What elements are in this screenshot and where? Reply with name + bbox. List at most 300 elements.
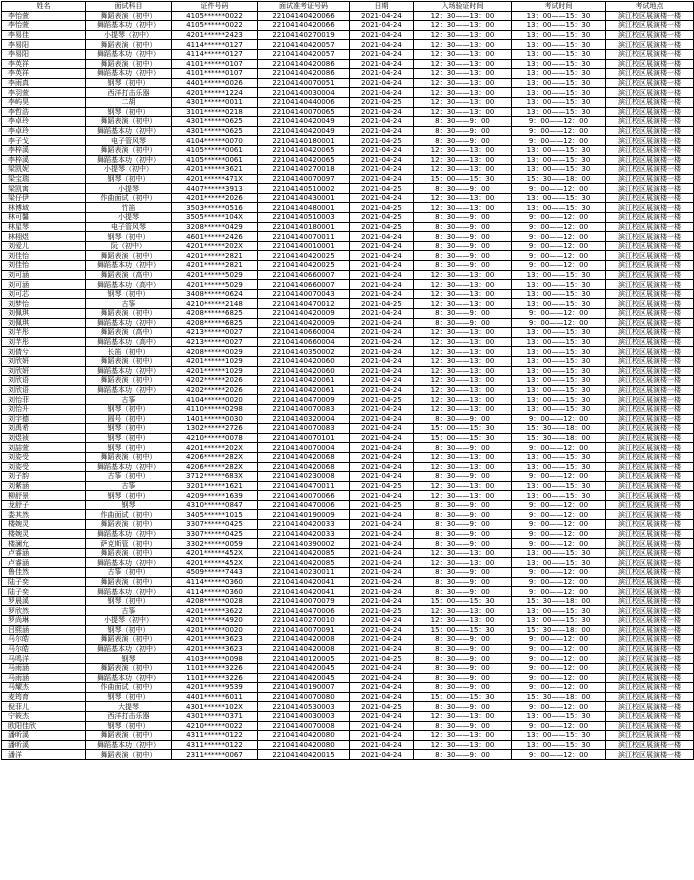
cell-subject: 舞蹈基本功（高中） bbox=[86, 337, 172, 347]
cell-id-number: 4201******1029 bbox=[172, 356, 258, 366]
cell-ticket-number: 22104140420080 bbox=[258, 740, 350, 750]
cell-subject: 电子管风琴 bbox=[86, 136, 172, 146]
cell-date: 2021-04-24 bbox=[350, 472, 414, 482]
cell-name: 罗欣然 bbox=[2, 606, 86, 616]
cell-subject: 大提琴 bbox=[86, 702, 172, 712]
cell-id-number: 4201******2423 bbox=[172, 30, 258, 40]
cell-exam-time: 9：00——12：00 bbox=[512, 472, 606, 482]
cell-checkin-time: 15：00——15：30 bbox=[414, 424, 512, 434]
cell-subject: 舞蹈表演（初中） bbox=[86, 40, 172, 50]
table-row bbox=[2, 548, 694, 558]
cell-date: 2021-04-24 bbox=[350, 404, 414, 414]
cell-name: 刘子韵 bbox=[2, 472, 86, 482]
cell-location: 滨江校区展演楼一楼 bbox=[606, 126, 694, 136]
cell-id-number: 4310******0847 bbox=[172, 500, 258, 510]
cell-exam-time: 9：00——12：00 bbox=[512, 539, 606, 549]
cell-ticket-number: 22104140420085 bbox=[258, 558, 350, 568]
cell-checkin-time: 12：30——13：00 bbox=[414, 11, 512, 21]
table-row bbox=[2, 213, 694, 223]
cell-ticket-number: 22104140420061 bbox=[258, 376, 350, 386]
cell-name: 李梓溪 bbox=[2, 155, 86, 165]
cell-name: 刘欣语 bbox=[2, 376, 86, 386]
header-name: 姓名 bbox=[2, 2, 86, 12]
cell-date: 2021-04-25 bbox=[350, 395, 414, 405]
cell-id-number: 3307******0425 bbox=[172, 520, 258, 530]
header-ticket-number: 面试准考证号码 bbox=[258, 2, 350, 12]
cell-date: 2021-04-24 bbox=[350, 625, 414, 635]
cell-id-number: 4311******0122 bbox=[172, 731, 258, 741]
cell-exam-time: 13：00——15：30 bbox=[512, 347, 606, 357]
cell-exam-time: 9：00——12：00 bbox=[512, 654, 606, 664]
exam-schedule-table bbox=[1, 1, 694, 760]
table-row bbox=[2, 654, 694, 664]
cell-subject: 舞蹈基本功（初中） bbox=[86, 318, 172, 328]
cell-checkin-time: 8：30——9：00 bbox=[414, 510, 512, 520]
cell-ticket-number: 22104140420025 bbox=[258, 251, 350, 261]
table-row bbox=[2, 337, 694, 347]
table-row bbox=[2, 126, 694, 136]
cell-exam-time: 13：00——15：30 bbox=[512, 69, 606, 79]
cell-date: 2021-04-24 bbox=[350, 69, 414, 79]
table-row bbox=[2, 443, 694, 453]
cell-checkin-time: 12：30——13：00 bbox=[414, 606, 512, 616]
cell-subject: 古筝 bbox=[86, 481, 172, 491]
cell-exam-time: 9：00——12：00 bbox=[512, 126, 606, 136]
cell-checkin-time: 12：30——13：00 bbox=[414, 558, 512, 568]
cell-date: 2021-04-24 bbox=[350, 587, 414, 597]
cell-exam-time: 9：00——12：00 bbox=[512, 318, 606, 328]
cell-name: 潘洋 bbox=[2, 750, 86, 760]
cell-date: 2021-04-24 bbox=[350, 616, 414, 626]
cell-location: 滨江校区展演楼一楼 bbox=[606, 289, 694, 299]
cell-date: 2021-04-24 bbox=[350, 309, 414, 319]
cell-date: 2021-04-24 bbox=[350, 711, 414, 721]
cell-checkin-time: 12：30——13：00 bbox=[414, 203, 512, 213]
cell-ticket-number: 22104140070091 bbox=[258, 625, 350, 635]
cell-location: 滨江校区展演楼一楼 bbox=[606, 462, 694, 472]
cell-subject: 钢琴（初中） bbox=[86, 174, 172, 184]
cell-name: 马鸣洋 bbox=[2, 654, 86, 664]
cell-exam-time: 13：00——15：30 bbox=[512, 280, 606, 290]
header-id-number: 证件号码 bbox=[172, 2, 258, 12]
table-row bbox=[2, 49, 694, 59]
cell-id-number: 1101******3226 bbox=[172, 663, 258, 673]
cell-name: 楼澜允 bbox=[2, 539, 86, 549]
cell-ticket-number: 22104140190007 bbox=[258, 683, 350, 693]
table-row bbox=[2, 232, 694, 242]
table-row bbox=[2, 568, 694, 578]
cell-date: 2021-04-24 bbox=[350, 683, 414, 693]
cell-ticket-number: 22104140070079 bbox=[258, 596, 350, 606]
cell-location: 滨江校区展演楼一楼 bbox=[606, 270, 694, 280]
cell-exam-time: 13：00——15：30 bbox=[512, 78, 606, 88]
cell-id-number: 4201******5029 bbox=[172, 270, 258, 280]
cell-location: 滨江校区展演楼一楼 bbox=[606, 596, 694, 606]
cell-exam-time: 13：00——15：30 bbox=[512, 711, 606, 721]
cell-exam-time: 13：00——15：30 bbox=[512, 289, 606, 299]
cell-exam-time: 13：00——15：30 bbox=[512, 558, 606, 568]
table-row bbox=[2, 222, 694, 232]
cell-checkin-time: 12：30——13：00 bbox=[414, 88, 512, 98]
table-row bbox=[2, 318, 694, 328]
cell-ticket-number: 22104140230008 bbox=[258, 472, 350, 482]
header-location: 考试地点 bbox=[606, 2, 694, 12]
cell-name: 李卓玲 bbox=[2, 117, 86, 127]
cell-checkin-time: 12：30——13：00 bbox=[414, 145, 512, 155]
cell-location: 滨江校区展演楼一楼 bbox=[606, 424, 694, 434]
cell-subject: 舞蹈表演（高中） bbox=[86, 328, 172, 338]
cell-subject: 钢琴（初中） bbox=[86, 491, 172, 501]
cell-exam-time: 13：00——15：30 bbox=[512, 107, 606, 117]
cell-id-number: 4201******3622 bbox=[172, 606, 258, 616]
cell-id-number: 4202******2026 bbox=[172, 385, 258, 395]
cell-ticket-number: 22104140420066 bbox=[258, 21, 350, 31]
cell-date: 2021-04-24 bbox=[350, 88, 414, 98]
cell-id-number: 4201******2821 bbox=[172, 251, 258, 261]
cell-exam-time: 13：00——15：30 bbox=[512, 616, 606, 626]
cell-id-number: 2311******0067 bbox=[172, 750, 258, 760]
cell-subject: 钢琴（初中） bbox=[86, 232, 172, 242]
table-row bbox=[2, 241, 694, 251]
cell-name: 林博域 bbox=[2, 203, 86, 213]
cell-subject: 舞蹈基本功（初中） bbox=[86, 126, 172, 136]
cell-id-number: 3302******0059 bbox=[172, 539, 258, 549]
cell-id-number: 4210******2148 bbox=[172, 299, 258, 309]
table-row bbox=[2, 395, 694, 405]
cell-subject: 钢琴（初中） bbox=[86, 289, 172, 299]
cell-ticket-number: 22104140530003 bbox=[258, 702, 350, 712]
cell-exam-time: 9：00——12：00 bbox=[512, 587, 606, 597]
cell-ticket-number: 22104140350002 bbox=[258, 347, 350, 357]
table-row bbox=[2, 702, 694, 712]
cell-checkin-time: 12：30——13：00 bbox=[414, 462, 512, 472]
table-row bbox=[2, 193, 694, 203]
cell-location: 滨江校区展演楼一楼 bbox=[606, 241, 694, 251]
cell-id-number: 4401******0026 bbox=[172, 78, 258, 88]
cell-name: 麦筠育 bbox=[2, 692, 86, 702]
table-row bbox=[2, 721, 694, 731]
cell-ticket-number: 22104140660007 bbox=[258, 280, 350, 290]
cell-id-number: 4206******282X bbox=[172, 452, 258, 462]
cell-checkin-time: 8：30——9：00 bbox=[414, 414, 512, 424]
cell-name: 李梓溪 bbox=[2, 145, 86, 155]
cell-id-number: 4208******6825 bbox=[172, 318, 258, 328]
cell-exam-time: 9：00——12：00 bbox=[512, 232, 606, 242]
cell-location: 滨江校区展演楼一楼 bbox=[606, 568, 694, 578]
cell-checkin-time: 12：30——13：00 bbox=[414, 299, 512, 309]
cell-checkin-time: 12：30——13：00 bbox=[414, 711, 512, 721]
cell-ticket-number: 22104140420068 bbox=[258, 452, 350, 462]
cell-name: 刘爱儿 bbox=[2, 241, 86, 251]
cell-name: 刘怡菲 bbox=[2, 395, 86, 405]
table-row bbox=[2, 184, 694, 194]
cell-id-number: 3505******104X bbox=[172, 213, 258, 223]
cell-name: 马耀杰 bbox=[2, 683, 86, 693]
cell-checkin-time: 8：30——9：00 bbox=[414, 126, 512, 136]
cell-date: 2021-04-24 bbox=[350, 692, 414, 702]
cell-date: 2021-04-24 bbox=[350, 251, 414, 261]
cell-exam-time: 9：00——12：00 bbox=[512, 683, 606, 693]
cell-id-number: 4110******0298 bbox=[172, 404, 258, 414]
cell-ticket-number: 22104140420009 bbox=[258, 309, 350, 319]
cell-ticket-number: 22104140470006 bbox=[258, 500, 350, 510]
cell-checkin-time: 8：30——9：00 bbox=[414, 529, 512, 539]
cell-name: 刘倩兮 bbox=[2, 347, 86, 357]
table-row bbox=[2, 539, 694, 549]
cell-ticket-number: 22104140420049 bbox=[258, 117, 350, 127]
cell-date: 2021-04-24 bbox=[350, 347, 414, 357]
cell-ticket-number: 22104140070011 bbox=[258, 232, 350, 242]
cell-location: 滨江校区展演楼一楼 bbox=[606, 577, 694, 587]
table-row bbox=[2, 558, 694, 568]
cell-checkin-time: 12：30——13：00 bbox=[414, 491, 512, 501]
table-row bbox=[2, 510, 694, 520]
cell-id-number: 4210******0078 bbox=[172, 433, 258, 443]
cell-date: 2021-04-24 bbox=[350, 568, 414, 578]
cell-date: 2021-04-24 bbox=[350, 721, 414, 731]
cell-subject: 古筝 bbox=[86, 395, 172, 405]
cell-ticket-number: 22104140420086 bbox=[258, 59, 350, 69]
cell-id-number: 4101******0107 bbox=[172, 59, 258, 69]
cell-ticket-number: 22104140420080 bbox=[258, 731, 350, 741]
cell-location: 滨江校区展演楼一楼 bbox=[606, 740, 694, 750]
cell-ticket-number: 22104140320004 bbox=[258, 414, 350, 424]
cell-location: 滨江校区展演楼一楼 bbox=[606, 328, 694, 338]
cell-subject: 舞蹈基本功（初中） bbox=[86, 673, 172, 683]
cell-ticket-number: 22104140070004 bbox=[258, 443, 350, 453]
cell-location: 滨江校区展演楼一楼 bbox=[606, 491, 694, 501]
cell-name: 刘怡升 bbox=[2, 404, 86, 414]
cell-location: 滨江校区展演楼一楼 bbox=[606, 222, 694, 232]
cell-checkin-time: 12：30——13：00 bbox=[414, 107, 512, 117]
cell-checkin-time: 8：30——9：00 bbox=[414, 654, 512, 664]
cell-ticket-number: 22104140230011 bbox=[258, 568, 350, 578]
cell-date: 2021-04-24 bbox=[350, 145, 414, 155]
cell-checkin-time: 12：30——13：00 bbox=[414, 280, 512, 290]
cell-exam-time: 9：00——12：00 bbox=[512, 520, 606, 530]
cell-exam-time: 13：00——15：30 bbox=[512, 481, 606, 491]
cell-checkin-time: 8：30——9：00 bbox=[414, 673, 512, 683]
cell-ticket-number: 22104140420066 bbox=[258, 11, 350, 21]
cell-id-number: 4201******1224 bbox=[172, 88, 258, 98]
cell-exam-time: 13：00——15：30 bbox=[512, 385, 606, 395]
cell-exam-time: 13：00——15：30 bbox=[512, 404, 606, 414]
table-row bbox=[2, 136, 694, 146]
cell-date: 2021-04-24 bbox=[350, 165, 414, 175]
cell-exam-time: 13：00——15：30 bbox=[512, 88, 606, 98]
cell-location: 滨江校区展演楼一楼 bbox=[606, 366, 694, 376]
cell-date: 2021-04-24 bbox=[350, 635, 414, 645]
cell-id-number: 4206******282X bbox=[172, 462, 258, 472]
cell-checkin-time: 12：30——13：00 bbox=[414, 328, 512, 338]
cell-name: 马雨涵 bbox=[2, 673, 86, 683]
cell-location: 滨江校区展演楼一楼 bbox=[606, 251, 694, 261]
cell-subject: 二胡 bbox=[86, 97, 172, 107]
cell-name: 李子戈 bbox=[2, 136, 86, 146]
cell-id-number: 4201******4920 bbox=[172, 616, 258, 626]
cell-date: 2021-04-24 bbox=[350, 731, 414, 741]
cell-checkin-time: 12：30——13：00 bbox=[414, 452, 512, 462]
cell-location: 滨江校区展演楼一楼 bbox=[606, 673, 694, 683]
cell-location: 滨江校区展演楼一楼 bbox=[606, 721, 694, 731]
cell-date: 2021-04-24 bbox=[350, 433, 414, 443]
cell-id-number: 4114******0127 bbox=[172, 40, 258, 50]
cell-exam-time: 9：00——12：00 bbox=[512, 213, 606, 223]
cell-subject: 古筝（初中） bbox=[86, 568, 172, 578]
cell-ticket-number: 22104140470009 bbox=[258, 395, 350, 405]
cell-id-number: 4301******0625 bbox=[172, 117, 258, 127]
cell-checkin-time: 8：30——9：00 bbox=[414, 251, 512, 261]
cell-checkin-time: 8：30——9：00 bbox=[414, 117, 512, 127]
table-row bbox=[2, 740, 694, 750]
cell-ticket-number: 22104140180001 bbox=[258, 136, 350, 146]
table-row bbox=[2, 596, 694, 606]
cell-exam-time: 9：00——12：00 bbox=[512, 750, 606, 760]
cell-exam-time: 9：00——12：00 bbox=[512, 443, 606, 453]
cell-location: 滨江校区展演楼一楼 bbox=[606, 136, 694, 146]
cell-subject: 舞蹈基本功（初中） bbox=[86, 69, 172, 79]
cell-name: 倪菲儿 bbox=[2, 702, 86, 712]
cell-location: 滨江校区展演楼一楼 bbox=[606, 558, 694, 568]
cell-subject: 舞蹈基本功（初中） bbox=[86, 366, 172, 376]
cell-subject: 舞蹈基本功（初中） bbox=[86, 49, 172, 59]
cell-ticket-number: 22104140420057 bbox=[258, 40, 350, 50]
cell-subject: 舞蹈基本功（初中） bbox=[86, 155, 172, 165]
cell-location: 滨江校区展演楼一楼 bbox=[606, 174, 694, 184]
cell-name: 刘芊彤 bbox=[2, 337, 86, 347]
table-row bbox=[2, 203, 694, 213]
cell-subject: 钢琴（初中） bbox=[86, 721, 172, 731]
cell-checkin-time: 12：30——13：00 bbox=[414, 59, 512, 69]
cell-subject: 钢琴（初中） bbox=[86, 433, 172, 443]
cell-subject: 舞蹈表演（初中） bbox=[86, 663, 172, 673]
cell-exam-time: 13：00——15：30 bbox=[512, 740, 606, 750]
cell-name: 梁凯妮 bbox=[2, 165, 86, 175]
cell-id-number: 3208******0429 bbox=[172, 222, 258, 232]
cell-subject: 钢琴（初中） bbox=[86, 692, 172, 702]
cell-name: 吕熙涵 bbox=[2, 625, 86, 635]
cell-subject: 舞蹈基本功（初中） bbox=[86, 529, 172, 539]
cell-location: 滨江校区展演楼一楼 bbox=[606, 395, 694, 405]
cell-subject: 舞蹈表演（初中） bbox=[86, 520, 172, 530]
cell-exam-time: 9：00——12：00 bbox=[512, 663, 606, 673]
cell-checkin-time: 8：30——9：00 bbox=[414, 472, 512, 482]
cell-name: 刘欣妍 bbox=[2, 366, 86, 376]
cell-id-number: 4103******0098 bbox=[172, 654, 258, 664]
cell-ticket-number: 22104140120005 bbox=[258, 654, 350, 664]
cell-name: 娄其然 bbox=[2, 510, 86, 520]
cell-checkin-time: 12：30——13：00 bbox=[414, 548, 512, 558]
cell-subject: 小提琴（初中） bbox=[86, 165, 172, 175]
cell-subject: 舞蹈基本功（初中） bbox=[86, 558, 172, 568]
cell-subject: 舞蹈表演（高中） bbox=[86, 270, 172, 280]
cell-exam-time: 13：00——15：30 bbox=[512, 40, 606, 50]
cell-location: 滨江校区展演楼一楼 bbox=[606, 78, 694, 88]
cell-exam-time: 13：00——15：30 bbox=[512, 462, 606, 472]
cell-ticket-number: 22104140470011 bbox=[258, 481, 350, 491]
cell-location: 滨江校区展演楼一楼 bbox=[606, 663, 694, 673]
cell-ticket-number: 22104140420041 bbox=[258, 587, 350, 597]
cell-ticket-number: 22104140470006 bbox=[258, 606, 350, 616]
cell-subject: 钢琴（初中） bbox=[86, 443, 172, 453]
cell-ticket-number: 22104140420033 bbox=[258, 529, 350, 539]
cell-exam-time: 9：00——12：00 bbox=[512, 568, 606, 578]
cell-checkin-time: 12：30——13：00 bbox=[414, 270, 512, 280]
table-row bbox=[2, 328, 694, 338]
cell-id-number: 4301******102X bbox=[172, 702, 258, 712]
cell-date: 2021-04-24 bbox=[350, 356, 414, 366]
cell-location: 滨江校区展演楼一楼 bbox=[606, 155, 694, 165]
cell-ticket-number: 22104140270010 bbox=[258, 616, 350, 626]
cell-ticket-number: 22104140030003 bbox=[258, 711, 350, 721]
cell-checkin-time: 8：30——9：00 bbox=[414, 577, 512, 587]
cell-location: 滨江校区展演楼一楼 bbox=[606, 30, 694, 40]
cell-ticket-number: 22104140070101 bbox=[258, 433, 350, 443]
cell-ticket-number: 22104140480001 bbox=[258, 203, 350, 213]
cell-date: 2021-04-24 bbox=[350, 491, 414, 501]
cell-subject: 钢琴 bbox=[86, 500, 172, 510]
cell-checkin-time: 12：30——13：00 bbox=[414, 78, 512, 88]
table-row bbox=[2, 280, 694, 290]
cell-subject: 古筝 bbox=[86, 299, 172, 309]
cell-exam-time: 9：00——12：00 bbox=[512, 184, 606, 194]
cell-location: 滨江校区展演楼一楼 bbox=[606, 520, 694, 530]
cell-ticket-number: 22104140420057 bbox=[258, 49, 350, 59]
table-row bbox=[2, 21, 694, 31]
cell-ticket-number: 22104140430001 bbox=[258, 193, 350, 203]
table-row bbox=[2, 40, 694, 50]
cell-exam-time: 9：00——12：00 bbox=[512, 510, 606, 520]
cell-id-number: 3503******0516 bbox=[172, 203, 258, 213]
table-row bbox=[2, 491, 694, 501]
cell-date: 2021-04-24 bbox=[350, 424, 414, 434]
cell-date: 2021-04-24 bbox=[350, 328, 414, 338]
table-row bbox=[2, 251, 694, 261]
cell-subject: 舞蹈表演（初中） bbox=[86, 376, 172, 386]
cell-ticket-number: 22104140420033 bbox=[258, 520, 350, 530]
cell-location: 滨江校区展演楼一楼 bbox=[606, 337, 694, 347]
cell-id-number: 4201******452X bbox=[172, 558, 258, 568]
cell-id-number: 4105******0022 bbox=[172, 21, 258, 31]
cell-date: 2021-04-24 bbox=[350, 40, 414, 50]
cell-location: 滨江校区展演楼一楼 bbox=[606, 69, 694, 79]
cell-subject: 钢琴（初中） bbox=[86, 404, 172, 414]
cell-checkin-time: 8：30——9：00 bbox=[414, 500, 512, 510]
table-row bbox=[2, 309, 694, 319]
cell-subject: 舞蹈表演（初中） bbox=[86, 731, 172, 741]
cell-checkin-time: 8：30——9：00 bbox=[414, 750, 512, 760]
cell-date: 2021-04-24 bbox=[350, 529, 414, 539]
table-row bbox=[2, 673, 694, 683]
cell-date: 2021-04-25 bbox=[350, 654, 414, 664]
table-row bbox=[2, 261, 694, 271]
cell-exam-time: 13：00——15：30 bbox=[512, 203, 606, 213]
cell-exam-time: 13：00——15：30 bbox=[512, 395, 606, 405]
cell-ticket-number: 22104140190009 bbox=[258, 510, 350, 520]
cell-id-number: 4601******2426 bbox=[172, 232, 258, 242]
cell-exam-time: 15：30——18：00 bbox=[512, 692, 606, 702]
cell-checkin-time: 12：30——13：00 bbox=[414, 69, 512, 79]
cell-subject: 古筝 bbox=[86, 606, 172, 616]
cell-location: 滨江校区展演楼一楼 bbox=[606, 711, 694, 721]
table-row bbox=[2, 606, 694, 616]
cell-date: 2021-04-24 bbox=[350, 385, 414, 395]
cell-name: 潘昕溪 bbox=[2, 740, 86, 750]
cell-id-number: 4104******0020 bbox=[172, 395, 258, 405]
cell-checkin-time: 15：00——15：30 bbox=[414, 692, 512, 702]
cell-name: 刘喆萱 bbox=[2, 443, 86, 453]
cell-ticket-number: 22104140270018 bbox=[258, 165, 350, 175]
